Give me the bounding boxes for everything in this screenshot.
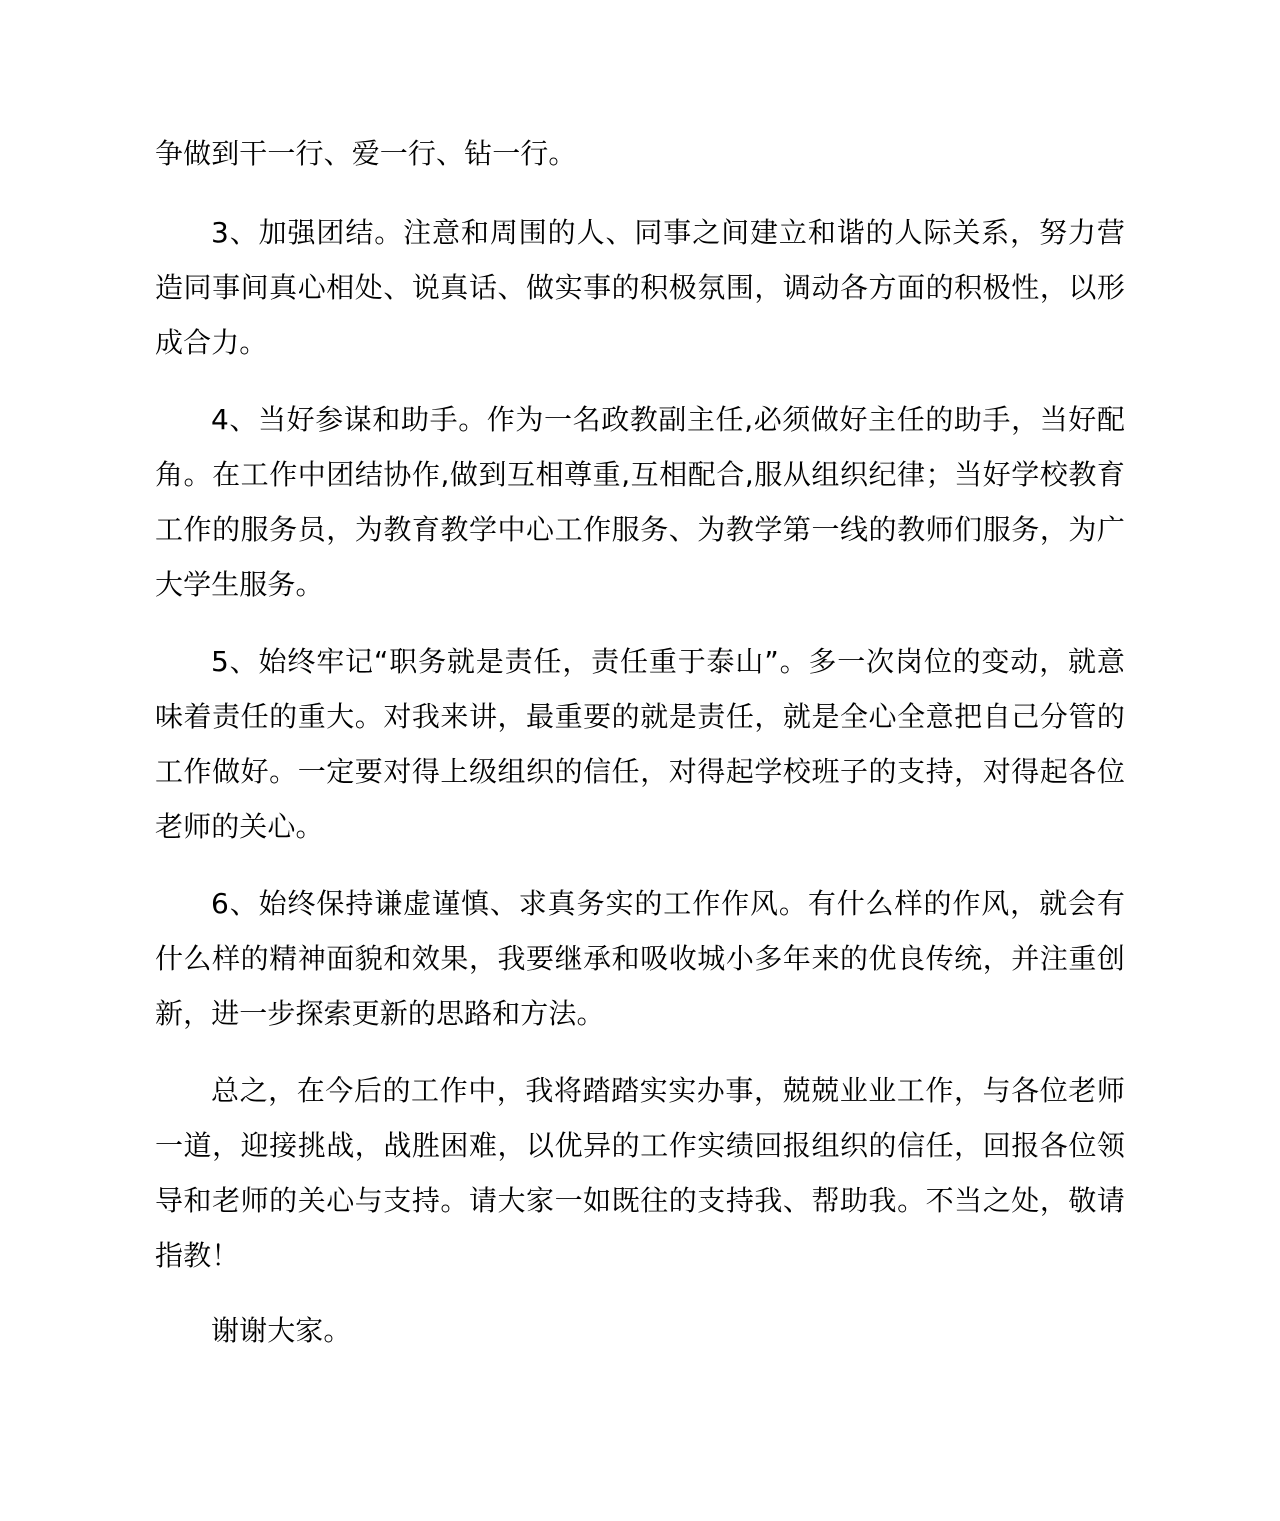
paragraph-gap [155,612,1125,634]
paragraph-gap [155,370,1125,392]
paragraph-item-6: 6、始终保持谦虚谨慎、求真务实的工作作风。有什么样的作风，就会有什么样的精神面貌和效果，我要继承和吸收城小多年来的优良传统，并注重创新，进一步探索更新的思路和方法。 [155,887,1125,1030]
paragraph-item-4: 4、当好参谋和助手。作为一名政教副主任,必须做好主任的助手，当好配角。在工作中团结协作,做到互相尊重,互相配合,服从组织纪律；当好学校教育工作的服务员，为教育教学中心工作服务、为教学第一线的教师们服务，为广大学生服务。 [155,403,1125,601]
paragraph-item-5: 5、始终牢记“职务就是责任，责任重于泰山”。多一次岗位的变动，就意味着责任的重大。对我来讲，最重要的就是责任，就是全心全意把自己分管的工作做好。一定要对得上级组织的信任，对得起学校班子的支持，对得起各位老师的关心。 [155,645,1125,843]
paragraph-gap [155,854,1125,876]
paragraph-closing: 谢谢大家。 [211,1314,352,1347]
paragraph-gap [155,1283,1125,1303]
paragraph-continuation: 争做到干一行、爱一行、钻一行。 [155,137,577,170]
paragraph-gap [155,1041,1125,1063]
paragraph-item-3: 3、加强团结。注意和周围的人、同事之间建立和谐的人际关系，努力营造同事间真心相处、说真话、做实事的积极氛围，调动各方面的积极性，以形成合力。 [155,216,1125,359]
document-text-body [155,126,1125,1358]
paragraph-conclusion: 总之，在今后的工作中，我将踏踏实实办事，兢兢业业工作，与各位老师一道，迎接挑战，战胜困难，以优异的工作实绩回报组织的信任，回报各位领导和老师的关心与支持。请大家一如既往的支持我、帮助我。不当之处，敬请指教！ [155,1074,1125,1272]
paragraph-gap [155,181,1125,205]
